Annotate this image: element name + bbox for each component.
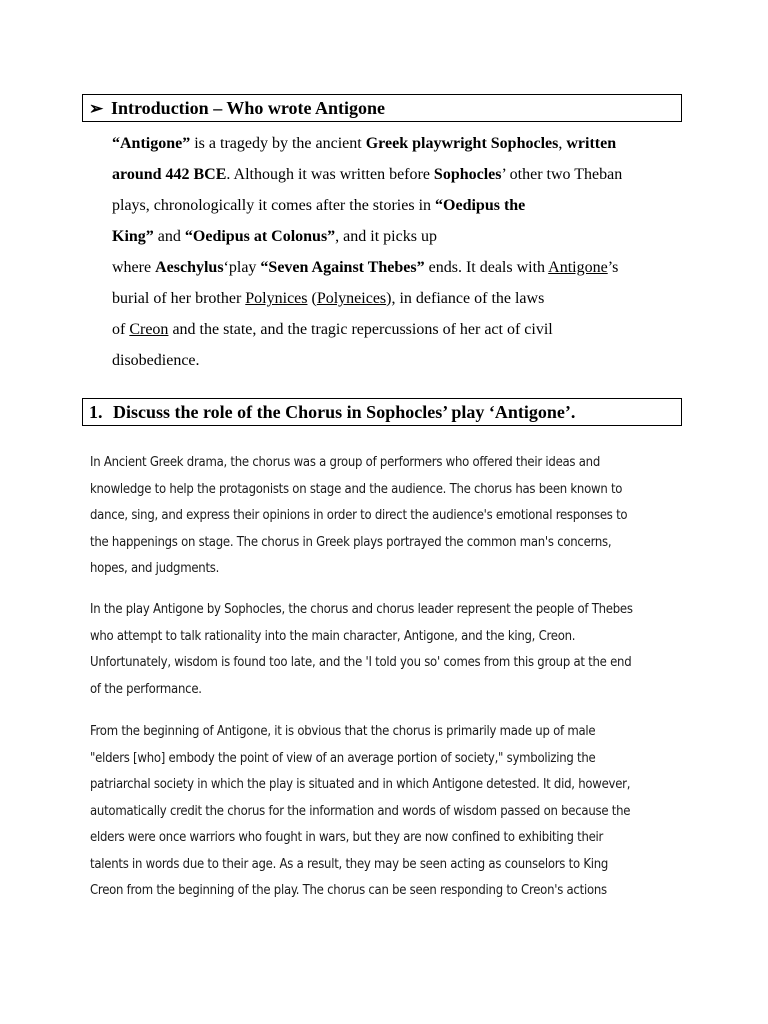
heading-introduction: [82, 94, 682, 122]
body-paragraph-1: [90, 450, 690, 583]
intro-line: [112, 159, 692, 190]
underlined-term: Polyneices: [316, 290, 387, 307]
heading-introduction-text: Introduction – Who wrote Antigone: [111, 98, 386, 118]
bold-text: Sophocles: [433, 166, 502, 183]
paragraph-line: Creon from the beginning of the play. The chorus can be seen responding to Creon's actions: [90, 883, 607, 898]
paragraph-line: In Ancient Greek drama, the chorus was a group of performers who offered their ideas and: [90, 455, 600, 470]
paragraph-line: talents in words due to their age. As a result, they may be seen acting as counselors to King: [90, 856, 609, 872]
paragraph-line: In the play Antigone by Sophocles, the chorus and chorus leader represent the people of Thebes: [90, 602, 633, 617]
bold-text: King”: [112, 228, 154, 245]
paragraph-line: who attempt to talk rationality into the main character, Antigone, and the king, Creon.: [90, 628, 576, 644]
body-paragraph-3: [90, 719, 690, 905]
body-paragraph-2: [90, 597, 690, 703]
bold-text: “Antigone”: [112, 135, 191, 152]
text-run: (: [307, 290, 317, 307]
underlined-term: Polynices: [245, 290, 308, 307]
bold-text: “Oedipus the: [435, 197, 526, 214]
text-run: and: [153, 228, 185, 245]
bold-text: written: [566, 135, 617, 152]
introduction-paragraph: [112, 128, 692, 376]
intro-line: [112, 221, 692, 252]
text-run: plays, chronologically it comes after the stories in: [112, 197, 436, 214]
paragraph-line: of the performance.: [90, 681, 202, 697]
paragraph-line: the happenings on stage. The chorus in Greek plays portrayed the common man's concerns,: [90, 534, 612, 550]
underlined-term: Creon: [129, 321, 169, 338]
intro-line: [112, 345, 692, 376]
bold-text: Aeschylus: [155, 259, 224, 276]
bold-text: Greek playwright Sophocles: [365, 135, 559, 152]
bold-text: around 442 BCE: [112, 166, 227, 183]
question-number: 1.: [89, 402, 103, 422]
paragraph-line: "elders [who] embody the point of view of an average portion of society," symbolizing the: [90, 750, 596, 766]
intro-line: [112, 252, 692, 283]
text-run: where: [112, 259, 156, 276]
heading-question-1-text: Discuss the role of the Chorus in Sophocles’ play ‘Antigone’.: [113, 402, 576, 422]
paragraph-line: Unfortunately, wisdom is found too late, and the 'I told you so' comes from this group at the end: [90, 655, 632, 670]
paragraph-line: patriarchal society in which the play is situated and in which Antigone detested. It did, however,: [90, 777, 631, 792]
bold-text: “Oedipus at Colonus”: [184, 228, 336, 245]
intro-line: [112, 190, 692, 221]
text-run: ’ other two Theban: [501, 166, 623, 183]
text-run: , and it picks up: [335, 228, 437, 245]
paragraph-line: From the beginning of Antigone, it is obvious that the chorus is primarily made up of male: [90, 724, 596, 739]
paragraph-line: hopes, and judgments.: [90, 561, 220, 576]
heading-question-1: [82, 398, 682, 426]
paragraph-line: elders were once warriors who fought in wars, but they are now confined to exhibiting their: [90, 830, 604, 845]
text-run: and the state, and the tragic repercussions of her act of civil: [168, 321, 553, 338]
text-run: of: [112, 321, 130, 338]
text-run: ‘play: [223, 259, 261, 276]
intro-line: [112, 283, 692, 314]
paragraph-line: knowledge to help the protagonists on stage and the audience. The chorus has been known to: [90, 481, 623, 497]
intro-line: [112, 314, 692, 345]
text-run: ’s: [607, 259, 619, 276]
text-run: ends. It deals with: [424, 259, 549, 276]
text-run: is a tragedy by the ancient: [190, 135, 366, 152]
paragraph-line: automatically credit the chorus for the information and words of wisdom passed on because the: [90, 803, 631, 819]
text-run: ,: [558, 135, 567, 152]
bold-text: “Seven Against Thebes”: [260, 259, 425, 276]
underlined-term: Antigone: [548, 259, 608, 276]
paragraph-line: dance, sing, and express their opinions in order to direct the audience's emotional responses to: [90, 508, 628, 523]
intro-line: [112, 128, 692, 159]
arrow-bullet-icon: ➢: [89, 99, 104, 118]
text-run: ), in defiance of the laws: [386, 290, 545, 307]
text-run: burial of her brother: [112, 290, 246, 307]
text-run: . Although it was written before: [226, 166, 434, 183]
text-run: disobedience.: [112, 352, 200, 369]
